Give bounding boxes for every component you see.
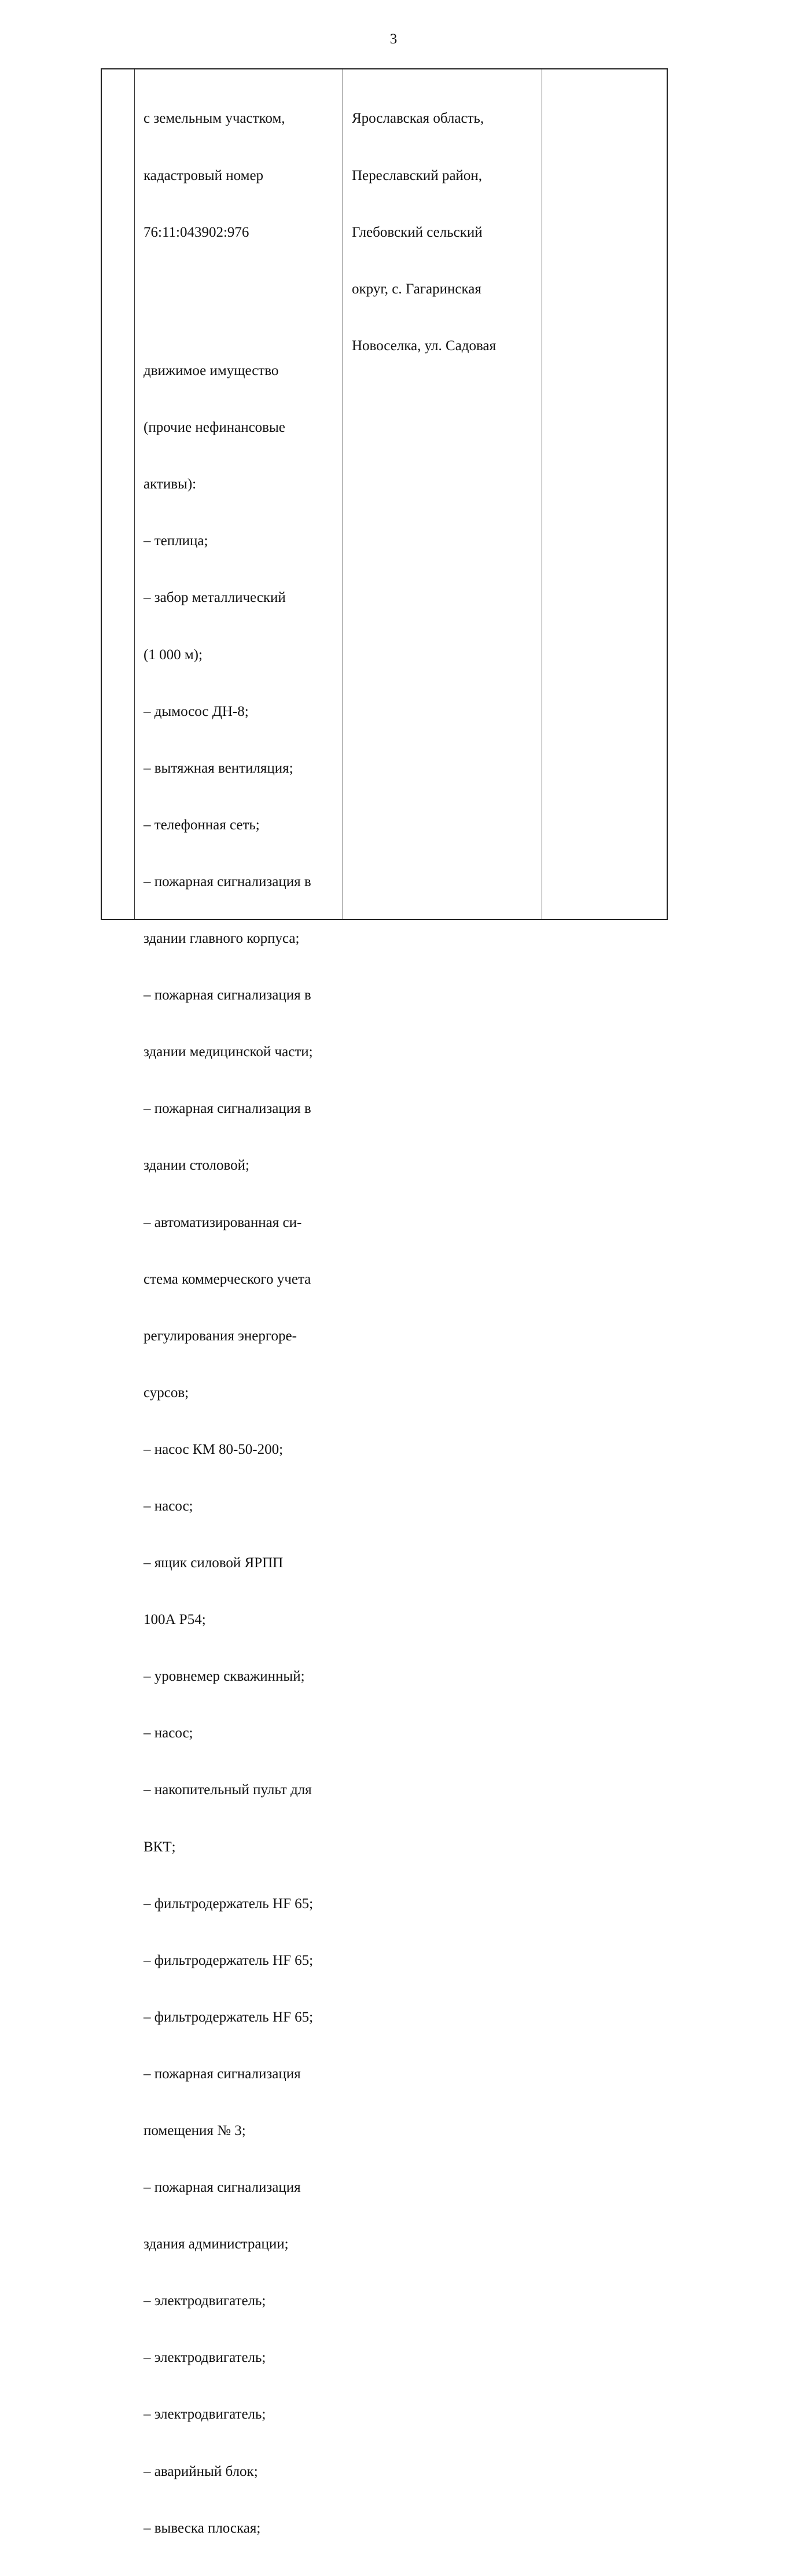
- movable-line: здании столовой;: [144, 1157, 249, 1174]
- movable-line: регулирования энергоре-: [144, 1328, 297, 1344]
- address-line: округ, с. Гагаринская: [352, 281, 481, 297]
- movable-line: – насос;: [144, 1725, 193, 1741]
- movable-line: – фильтродержатель HF 65;: [144, 2009, 314, 2025]
- movable-line: – насос;: [144, 1498, 193, 1514]
- movable-line: здании медицинской части;: [144, 1044, 313, 1060]
- property-table: [101, 68, 668, 2536]
- address-line: Новоселка, ул. Садовая: [352, 337, 497, 354]
- movable-line: – теплица;: [144, 533, 208, 549]
- movable-line: – фильтродержатель HF 65;: [144, 1952, 314, 1968]
- movable-line: ВКТ;: [144, 1839, 176, 1855]
- movable-line: – накопительный пульт для: [144, 1782, 312, 1798]
- movable-line: – уровнемер скважинный;: [144, 1669, 305, 1685]
- movable-line: – пожарная сигнализация в: [144, 1101, 311, 1117]
- cadastral-number: 76:11:043902:976: [144, 224, 249, 240]
- movable-line: помещения № 3;: [144, 2123, 246, 2138]
- movable-line: – автоматизированная си-: [144, 1214, 302, 1230]
- name-line: кадастровый номер: [144, 167, 264, 183]
- movable-line: – насос КМ 80-50-200;: [144, 1441, 284, 1457]
- movable-line: стема коммерческого учета: [144, 1271, 311, 1287]
- movable-line: – забор металлический: [144, 590, 286, 606]
- column-divider-1: [134, 69, 135, 919]
- movable-line: – ящик силовой ЯРПП: [144, 1555, 284, 1571]
- movable-line: – телефонная сеть;: [144, 817, 260, 833]
- movable-line: (прочие нефинансовые: [144, 420, 285, 436]
- movable-line: – электродвигатель;: [144, 2406, 266, 2423]
- address-line: Переславский район,: [352, 167, 483, 183]
- movable-line: – пожарная сигнализация: [144, 2180, 301, 2196]
- address-line: Глебовский сельский: [352, 224, 483, 240]
- movable-line: – дымосос ДН-8;: [144, 703, 249, 719]
- address-line: Ярославская область,: [352, 111, 484, 127]
- cell-spacing: [144, 280, 313, 324]
- property-address-cell: [352, 69, 496, 394]
- movable-line: 100А Р54;: [144, 1612, 206, 1628]
- movable-line: – электродвигатель;: [144, 2293, 266, 2309]
- movable-line: сурсов;: [144, 1384, 189, 1401]
- page-number: 3: [389, 31, 398, 47]
- movable-line: здании главного корпуса;: [144, 931, 300, 947]
- movable-line: – фильтродержатель HF 65;: [144, 1895, 314, 1912]
- movable-line: – пожарная сигнализация в: [144, 987, 311, 1004]
- movable-line: движимое имущество: [144, 363, 279, 379]
- movable-line: – пожарная сигнализация: [144, 2066, 301, 2082]
- movable-line: – аварийный блок;: [144, 2463, 258, 2479]
- movable-line: – электродвигатель;: [144, 2350, 266, 2366]
- name-line: с земельным участком,: [144, 111, 285, 127]
- movable-line: здания администрации;: [144, 2236, 289, 2252]
- movable-line: (1 000 м);: [144, 646, 203, 663]
- property-name-cell: [144, 69, 313, 2576]
- movable-line: – вывеска плоская;: [144, 2520, 261, 2536]
- movable-line: активы):: [144, 476, 197, 493]
- movable-line: – вытяжная вентиляция;: [144, 760, 293, 776]
- movable-line: – пожарная сигнализация в: [144, 873, 311, 890]
